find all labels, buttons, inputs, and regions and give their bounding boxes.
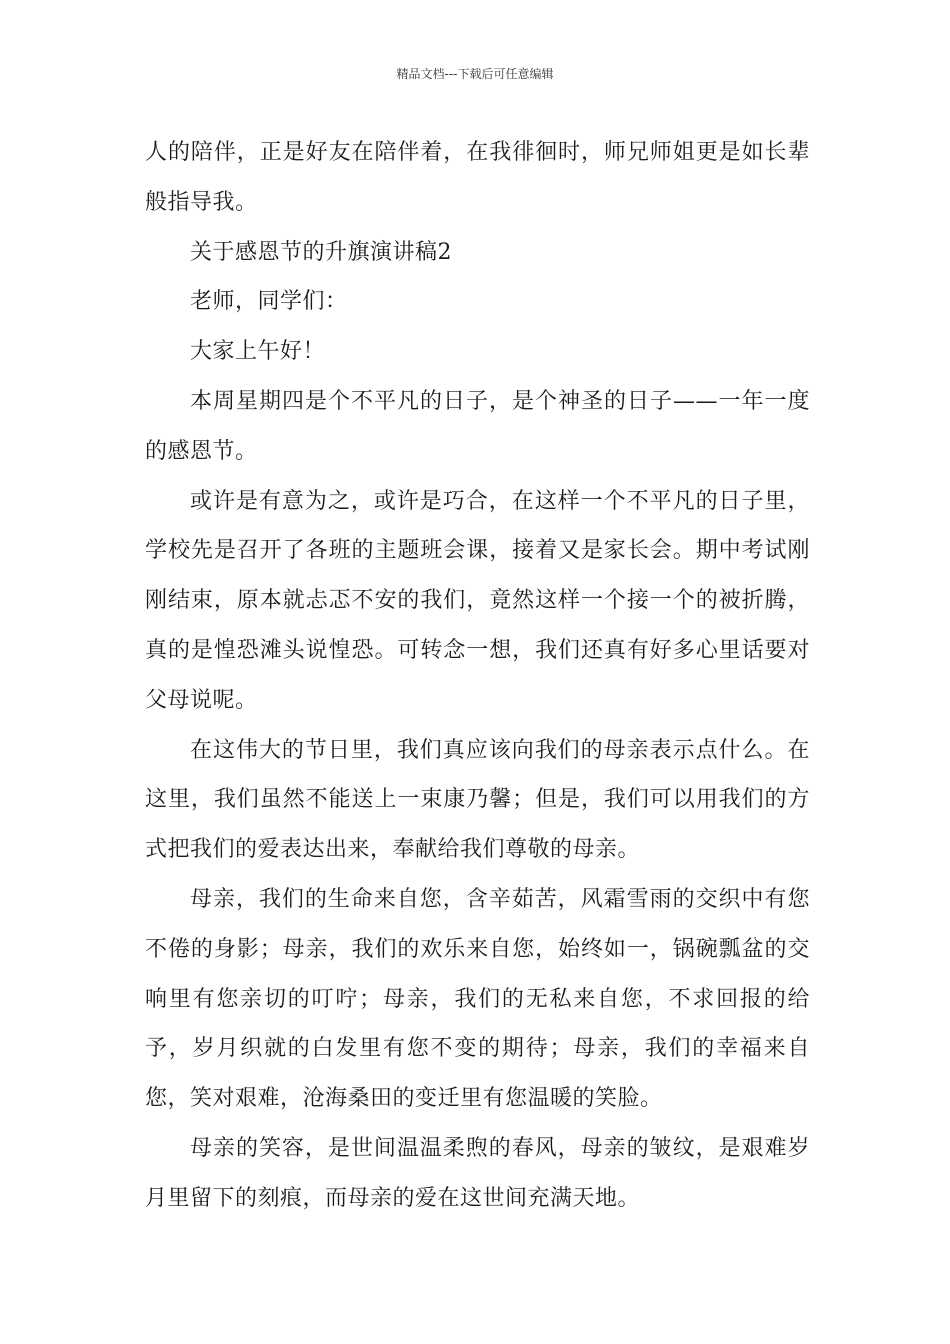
paragraph: 或许是有意为之，或许是巧合，在这样一个不平凡的日子里，学校先是召开了各班的主题班会课，接着又是家长会。期中考试刚刚结束，原本就忐忑不安的我们，竟然这样一个接一个的被折腾，真的是惶恐滩头说惶恐。可转念一想，我们还真有好多心里话要对父母说呢。: [145, 488, 810, 713]
paragraph: 母亲，我们的生命来自您，含辛茹苦，风霜雪雨的交织中有您不倦的身影；母亲，我们的欢乐来自您，始终如一，锅碗瓢盆的交响里有您亲切的叮咛；母亲，我们的无私来自您，不求回报的给予，岁月织就的白发里有您不变的期待；母亲，我们的幸福来自您，笑对艰难，沧海桑田的变迁里有您温暖的笑脸。: [145, 886, 810, 1112]
paragraph: 人的陪伴，正是好友在陪伴着，在我徘徊时，师兄师姐更是如长辈般指导我。: [145, 140, 810, 215]
paragraph: 母亲的笑容，是世间温温柔煦的春风，母亲的皱纹，是艰难岁月里留下的刻痕，而母亲的爱在这世间充满天地。: [145, 1135, 810, 1211]
greeting-line: 大家上午好！: [190, 339, 326, 365]
paragraph: 本周星期四是个不平凡的日子，是个神圣的日子——一年一度的感恩节。: [145, 388, 810, 464]
greeting-line: 老师，同学们：: [190, 289, 348, 315]
document-body: [145, 128, 810, 1224]
paragraph: 在这伟大的节日里，我们真应该向我们的母亲表示点什么。在这里，我们虽然不能送上一束康乃馨；但是，我们可以用我们的方式把我们的爱表达出来，奉献给我们尊敬的母亲。: [145, 737, 810, 863]
section-title: 关于感恩节的升旗演讲稿2: [190, 239, 452, 265]
page-header: 精品文档---下载后可任意编辑: [396, 67, 554, 81]
